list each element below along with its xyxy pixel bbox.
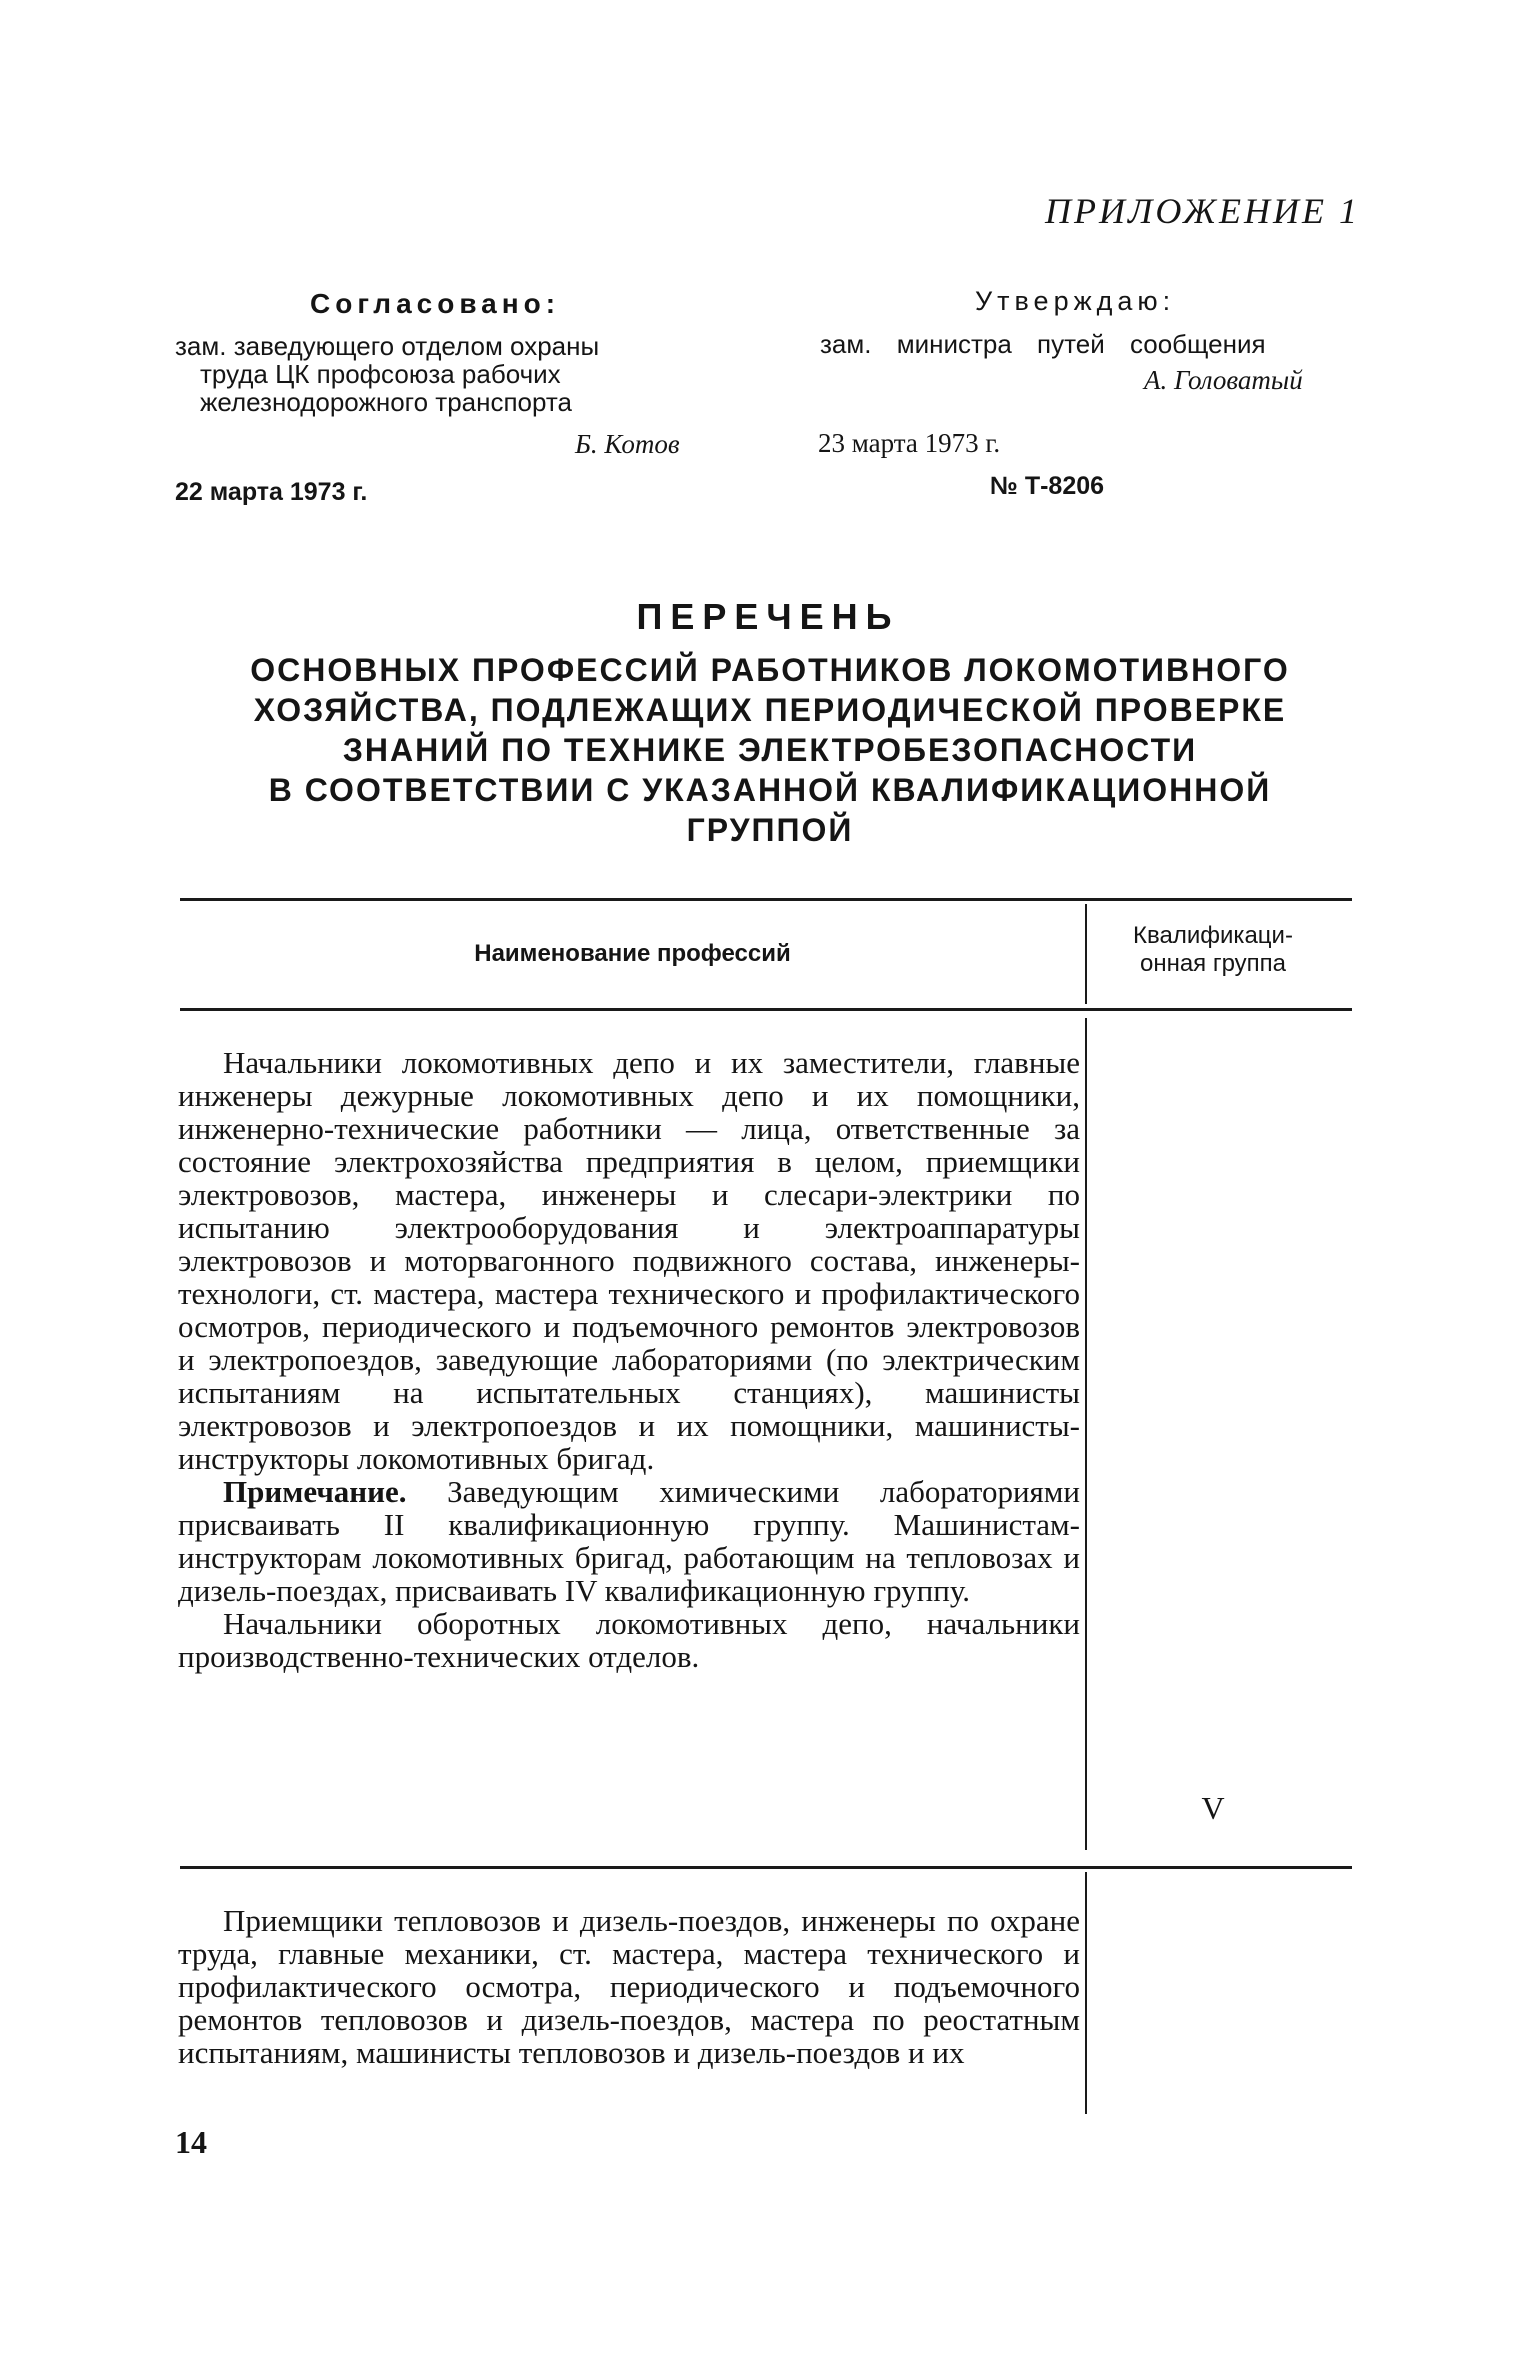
agreed-line: зам. заведующего отделом охраны [175,331,600,361]
table-header-rule [180,1008,1352,1011]
column-header-group-line: онная группа [1139,950,1287,977]
document-subtitle [160,650,1380,850]
column-header-group [1088,922,1338,978]
note-text: Заведующим химическими лабораториями присваивать II квалификационную группу. Машинистам-инструкторам локомотивных бригад, работающим на тепловозах и дизель-поездах, присваивать IV квалификационную группу. [178,1474,1080,1608]
agreed-block [175,332,715,458]
approved-position: зам. министра путей сообщения [820,329,1266,359]
column-header-profession: Наименование профессий [474,940,791,967]
agreed-line: труда ЦК профсоюза рабочих [200,359,561,389]
row2-professions: Приемщики тепловозов и дизель-поездов, инженеры по охране труда, главные механики, ст. мастера, мастера технического и профилактического осмотра, периодического и подъемочного ремонтов тепловозов и дизель-поездов, мастера по реостатным испытаниям, машинисты тепловозов и дизель-поездов и их [178,1903,1080,2070]
row1-qualification-group: V [1201,1790,1225,1826]
agreed-line: железнодорожного транспорта [200,387,572,417]
table-column-divider [1085,904,1087,1004]
approved-signature: А. Головатый [1144,365,1303,395]
row1-professions-extra: Начальники оборотных локомотивных депо, начальники производственно-технических отделов. [178,1606,1080,1674]
approved-heading: Утверждаю: [975,286,1176,316]
table-top-rule [180,898,1352,901]
table-row [178,1046,1080,1673]
agreed-heading: Согласовано: [310,288,561,319]
subtitle-line: ЗНАНИЙ ПО ТЕХНИКЕ ЭЛЕКТРОБЕЗОПАСНОСТИ [342,732,1198,768]
approved-block [820,330,1360,394]
subtitle-line: ГРУППОЙ [686,812,854,848]
table-row-rule [180,1866,1352,1869]
note-label: Примечание. [223,1474,407,1509]
row1-professions: Начальники локомотивных депо и их заместители, главные инженеры дежурные локомотивных депо и их помощники, инженерно-технические работники — лица, ответственные за состояние электрохозяйства предприятия в целом, приемщики электровозов, мастера, инженеры и слесари-электрики по испытанию электрооборудования и электроаппаратуры электровозов и моторвагонного подвижного состава, инженеры-технологи, ст. мастера, мастера технического и профилактического осмотров, периодического и подъемочного ремонтов электровозов и электропоездов, заведующие лабораториями (по электрическим испытаниям на испытательных станциях), машинисты электровозов и электропоездов и их помощники, машинисты-инструкторы локомотивных бригад. [178,1045,1080,1476]
table-column-divider [1085,1018,1087,1850]
subtitle-line: ОСНОВНЫХ ПРОФЕССИЙ РАБОТНИКОВ ЛОКОМОТИВНОГО [250,652,1290,688]
appendix-label: ПРИЛОЖЕНИЕ 1 [1045,191,1360,231]
column-header-group-line: Квалификаци- [1133,922,1293,949]
subtitle-line: ХОЗЯЙСТВА, ПОДЛЕЖАЩИХ ПЕРИОДИЧЕСКОЙ ПРОВЕРКЕ [253,692,1287,728]
agreed-signature: Б. Котов [575,429,680,459]
page-number: 14 [175,2124,207,2160]
document-title: ПЕРЕЧЕНЬ [636,596,900,637]
approval-number: № Т-8206 [990,472,1105,500]
table-row [178,1904,1080,2069]
subtitle-line: В СООТВЕТСТВИИ С УКАЗАННОЙ КВАЛИФИКАЦИОННОЙ [268,772,1272,808]
approved-date: 23 марта 1973 г. [818,428,1001,458]
table-column-divider [1085,1872,1087,2114]
agreed-date: 22 марта 1973 г. [175,478,368,506]
row1-note [178,1475,1080,1607]
